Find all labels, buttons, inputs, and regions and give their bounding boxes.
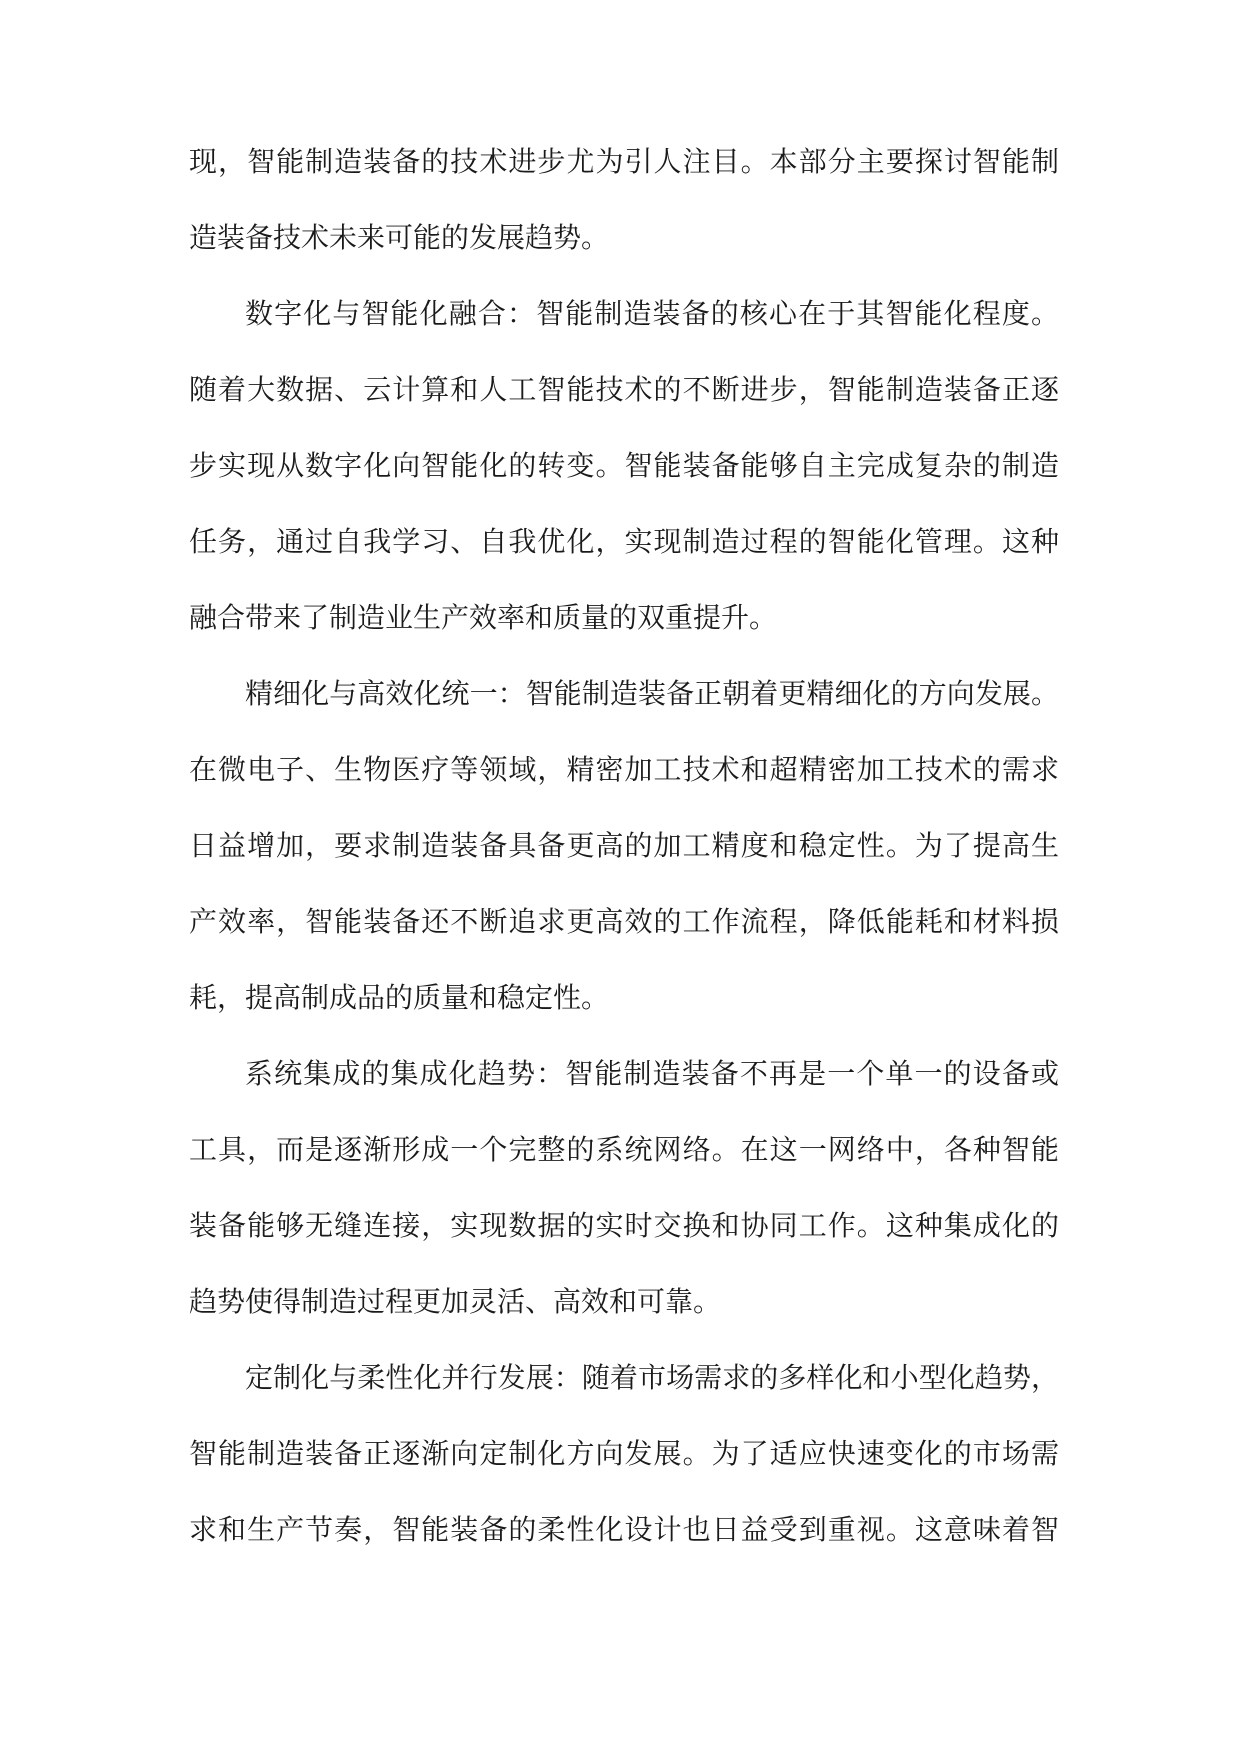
- text-line: 现，智能制造装备的技术进步尤为引人注目。本部分主要探讨智能制: [189, 145, 1059, 178]
- body-text: [189, 143, 1059, 1587]
- paragraph-start-line: 系统集成的集成化趋势：智能制造装备不再是一个单一的设备或: [245, 1057, 1059, 1090]
- text-line: 装备能够无缝连接，实现数据的实时交换和协同工作。这种集成化的: [189, 1209, 1059, 1242]
- paragraph-start-line: 数字化与智能化融合：智能制造装备的核心在于其智能化程度。: [245, 297, 1059, 330]
- text-line: 任务，通过自我学习、自我优化，实现制造过程的智能化管理。这种: [189, 525, 1059, 558]
- text-line: 智能制造装备正逐渐向定制化方向发展。为了适应快速变化的市场需: [189, 1437, 1059, 1470]
- text-line: 在微电子、生物医疗等领域，精密加工技术和超精密加工技术的需求: [189, 753, 1059, 786]
- text-line: 日益增加，要求制造装备具备更高的加工精度和稳定性。为了提高生: [189, 829, 1059, 862]
- text-line: 工具，而是逐渐形成一个完整的系统网络。在这一网络中，各种智能: [189, 1133, 1059, 1166]
- text-line: 随着大数据、云计算和人工智能技术的不断进步，智能制造装备正逐: [189, 373, 1059, 406]
- paragraph-start-line: 定制化与柔性化并行发展：随着市场需求的多样化和小型化趋势，: [245, 1361, 1059, 1394]
- text-line: 产效率，智能装备还不断追求更高效的工作流程，降低能耗和材料损: [189, 905, 1059, 938]
- text-line: 耗，提高制成品的质量和稳定性。: [189, 981, 610, 1014]
- text-line: 趋势使得制造过程更加灵活、高效和可靠。: [189, 1285, 722, 1318]
- text-line: 造装备技术未来可能的发展趋势。: [189, 221, 610, 254]
- text-line: 融合带来了制造业生产效率和质量的双重提升。: [189, 601, 778, 634]
- paragraph-start-line: 精细化与高效化统一：智能制造装备正朝着更精细化的方向发展。: [245, 677, 1059, 710]
- text-line: 求和生产节奏，智能装备的柔性化设计也日益受到重视。这意味着智: [189, 1513, 1059, 1546]
- text-line: 步实现从数字化向智能化的转变。智能装备能够自主完成复杂的制造: [189, 449, 1059, 482]
